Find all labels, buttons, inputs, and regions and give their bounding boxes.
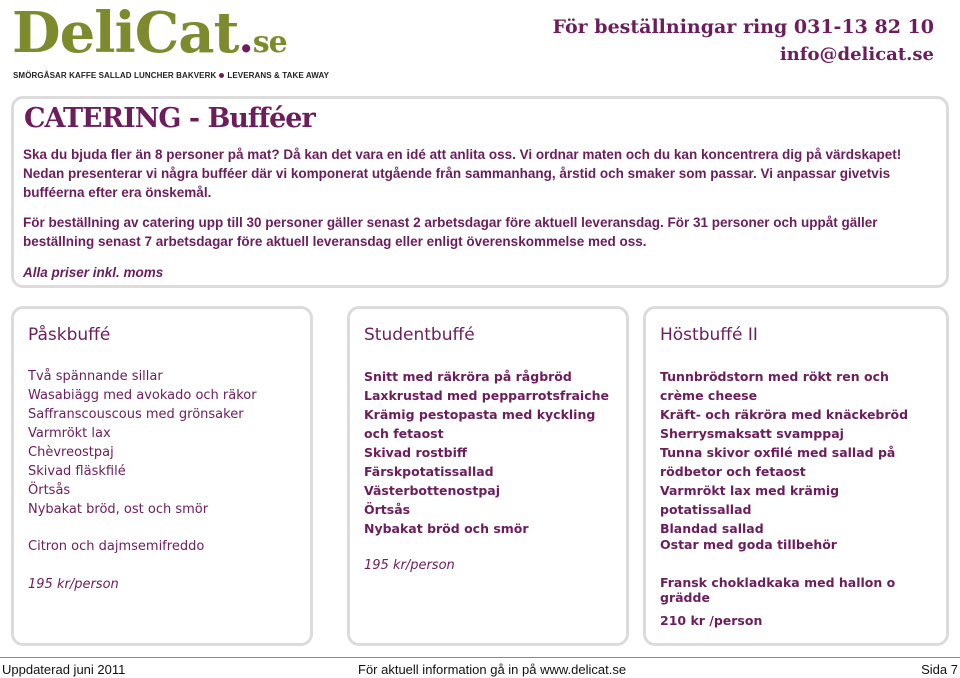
footer-updated: Uppdaterad juni 2011 xyxy=(2,662,126,677)
menu-item: Skivad fläskfilé xyxy=(28,464,126,479)
menu-item: Saffranscouscous med grönsaker xyxy=(28,407,244,422)
bullet-icon xyxy=(219,73,224,78)
menu-item: Tunna skivor oxfilé med sallad på rödbetor och fetaost xyxy=(660,445,896,479)
buffet-title: Studentbuffé xyxy=(364,325,475,345)
buffet-menu-list xyxy=(28,367,257,519)
ordering-terms: För beställning av catering upp till 30 personer gäller senast 2 arbetsdagar före aktuell leveransdag. För 31 personer och uppåt gäller beställning senast 7 arbetsdagar före aktuell leveransdag eller enligt överenskommelse med oss. xyxy=(23,215,878,249)
menu-item: Kräft- och räkröra med knäckebröd xyxy=(660,407,909,422)
contact-email[interactable]: info@delicat.se xyxy=(779,44,934,65)
logo-dot: . xyxy=(238,12,253,63)
tagline xyxy=(13,71,329,80)
menu-item: Sherrysmaksatt svamppaj xyxy=(660,426,844,441)
buffet-price: 195 kr/person xyxy=(364,558,455,573)
cheese-item: Ostar med goda tillbehör xyxy=(660,537,837,552)
menu-item: Blandad sallad xyxy=(660,521,764,536)
menu-item: Västerbottenostpaj xyxy=(364,483,501,498)
menu-item: Nybakat bröd, ost och smör xyxy=(28,502,209,517)
dessert-item: Fransk chokladkaka med hallon o grädde xyxy=(660,575,896,605)
buffet-price: 195 kr/person xyxy=(28,577,119,592)
catering-intro-box xyxy=(11,96,949,288)
intro-paragraph: Ska du bjuda fler än 8 personer på mat? Då kan det vara en idé att anlita oss. Vi ordnar maten och du kan koncentrera dig på värdskapet! Nedan presenterar vi några bufféer där vi komponerat utgående från sammanhang, årstid och smaker som passar. Vi anpassar givetvis bufféerna efter era önskemål. xyxy=(23,147,902,200)
tagline-part1: SMÖRGÅSAR KAFFE SALLAD LUNCHER BAKVERK xyxy=(13,71,217,80)
menu-item: Skivad rostbiff xyxy=(364,445,468,460)
menu-item: Wasabiägg med avokado och räkor xyxy=(28,388,257,403)
logo-tld: se xyxy=(252,25,287,60)
menu-item: Varmrökt lax xyxy=(28,426,111,441)
buffet-menu-list xyxy=(660,367,930,538)
buffet-title: Påskbuffé xyxy=(28,325,111,345)
menu-item: Nybakat bröd och smör xyxy=(364,521,529,536)
buffet-card-studentbuffe xyxy=(347,306,629,646)
footer-info-link[interactable]: För aktuell information gå in på www.delicat.se xyxy=(358,662,627,677)
menu-item: Chèvreostpaj xyxy=(28,445,114,460)
vat-note: Alla priser inkl. moms xyxy=(23,265,164,280)
footer-divider xyxy=(0,657,960,658)
buffet-price: 210 kr /person xyxy=(660,613,763,628)
menu-item: Örtsås xyxy=(28,483,71,498)
menu-item: Krämig pestopasta med kyckling och fetaost xyxy=(364,407,596,441)
page-title: CATERING - Bufféer xyxy=(24,103,315,134)
buffet-menu-list xyxy=(364,367,614,538)
tagline-part2: LEVERANS & TAKE AWAY xyxy=(227,71,330,80)
buffet-title: Höstbuffé II xyxy=(660,325,758,345)
menu-item: Två spännande sillar xyxy=(28,369,163,384)
menu-item: Varmrökt lax med krämig potatissallad xyxy=(660,483,840,517)
menu-item: Laxkrustad med pepparrotsfraiche xyxy=(364,388,609,403)
menu-item: Snitt med räkröra på rågbröd xyxy=(364,369,572,384)
menu-item: Färskpotatissallad xyxy=(364,464,494,479)
order-phone: För beställningar ring 031-13 82 10 xyxy=(552,16,934,38)
logo-main: DeliCat xyxy=(12,0,239,66)
menu-item: Örtsås xyxy=(364,502,411,517)
buffet-card-paskbuffe xyxy=(11,306,313,646)
page-number: Sida 7 xyxy=(921,662,958,677)
dessert-item: Citron och dajmsemifreddo xyxy=(28,539,205,554)
delicat-logo xyxy=(12,2,287,74)
buffet-card-hostbuffe xyxy=(643,306,949,646)
menu-item: Tunnbrödstorn med rökt ren och crème cheese xyxy=(660,369,889,403)
